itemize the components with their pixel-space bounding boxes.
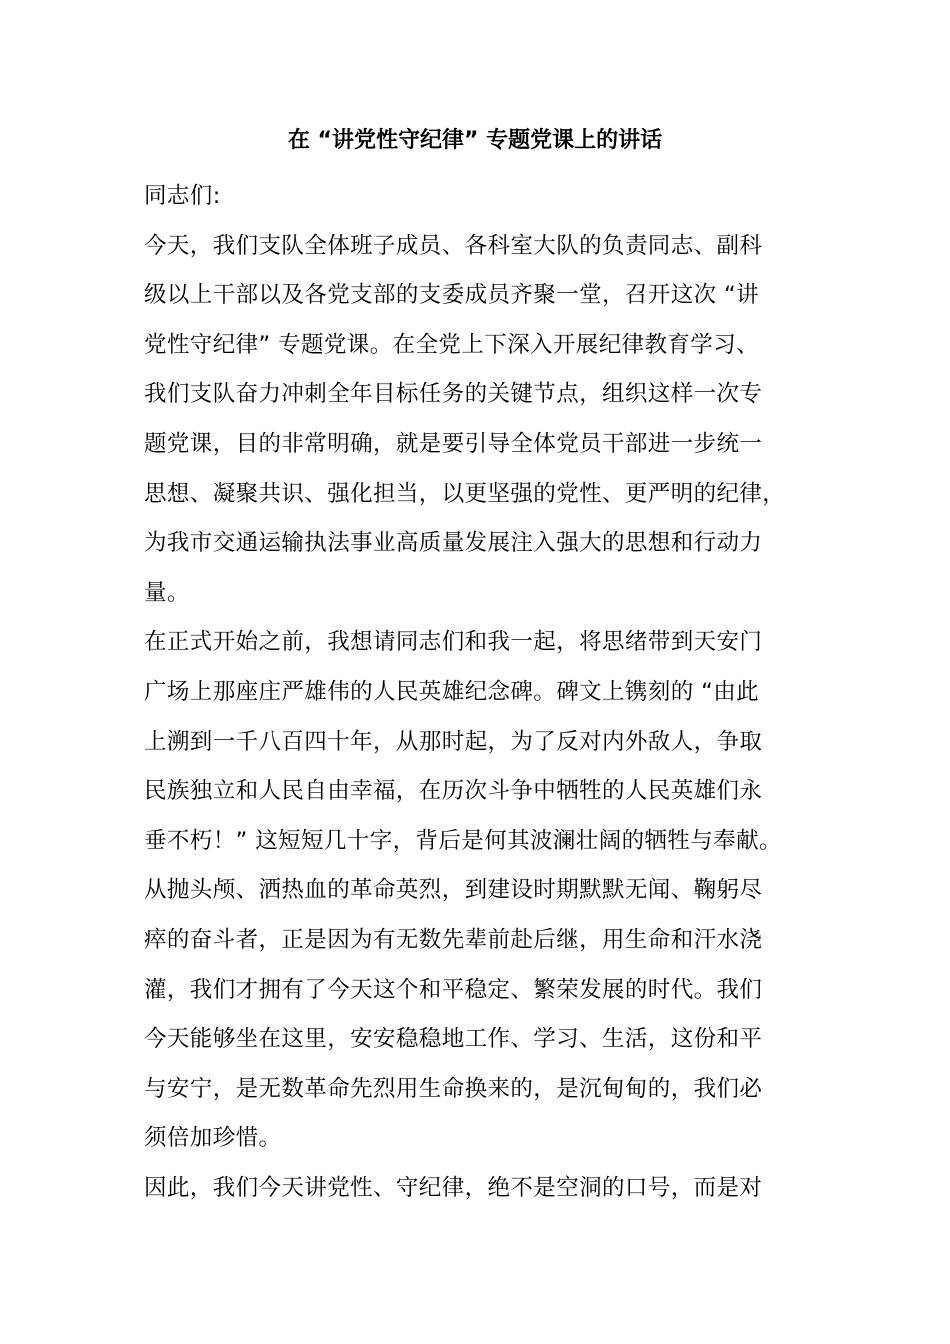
text-line: 瘁的奋斗者，正是因为有无数先辈前赴后继，用生命和汗水浇 bbox=[144, 926, 763, 953]
text-line: 在正式开始之前，我想请同志们和我一起，将思绪带到天安门 bbox=[144, 629, 763, 656]
text-line: 我们支队奋力冲刺全年目标任务的关键节点，组织这样一次专 bbox=[144, 381, 763, 408]
text-line: 量。 bbox=[144, 579, 190, 606]
text-line: 题党课，目的非常明确，就是要引导全体党员干部进一步统一 bbox=[144, 430, 763, 457]
text-line: 从抛头颅、洒热血的革命英烈，到建设时期默默无闻、鞠躬尽 bbox=[144, 877, 763, 904]
document-title: 在 “讲党性守纪律” 专题党课上的讲话 bbox=[287, 128, 663, 153]
text-line: 党性守纪律” 专题党课。在全党上下深入开展纪律教育学习、 bbox=[144, 331, 760, 358]
document-body bbox=[144, 172, 824, 1213]
text-line: 上溯到一千八百四十年，从那时起，为了反对内外敌人，争取 bbox=[144, 728, 763, 755]
text-line: 民族独立和人民自由幸福，在历次斗争中牺牲的人民英雄们永 bbox=[144, 778, 763, 805]
text-line: 同志们: bbox=[144, 183, 221, 209]
text-line: 今天，我们支队全体班子成员、各科室大队的负责同志、副科 bbox=[144, 232, 763, 259]
text-line: 灌，我们才拥有了今天这个和平稳定、繁荣发展的时代。我们 bbox=[144, 976, 763, 1003]
text-line: 今天能够坐在这里，安安稳稳地工作、学习、生活，这份和平 bbox=[144, 1026, 763, 1053]
text-line: 因此，我们今天讲党性、守纪律，绝不是空洞的口号，而是对 bbox=[144, 1174, 763, 1201]
text-line: 与安宁，是无数革命先烈用生命换来的，是沉甸甸的，我们必 bbox=[144, 1075, 763, 1102]
text-line: 为我市交通运输执法事业高质量发展注入强大的思想和行动力 bbox=[144, 530, 763, 557]
text-line: 须倍加珍惜。 bbox=[144, 1125, 282, 1152]
text-line: 垂不朽！” 这短短几十字，背后是何其波澜壮阔的牺牲与奉献。 bbox=[144, 827, 782, 854]
text-line: 级以上干部以及各党支部的支委成员齐聚一堂，召开这次 “讲 bbox=[144, 282, 760, 309]
text-line: 广场上那座庄严雄伟的人民英雄纪念碑。碑文上镌刻的 “由此 bbox=[144, 678, 760, 705]
text-line: 思想、凝聚共识、强化担当，以更坚强的党性、更严明的纪律， bbox=[144, 480, 786, 507]
